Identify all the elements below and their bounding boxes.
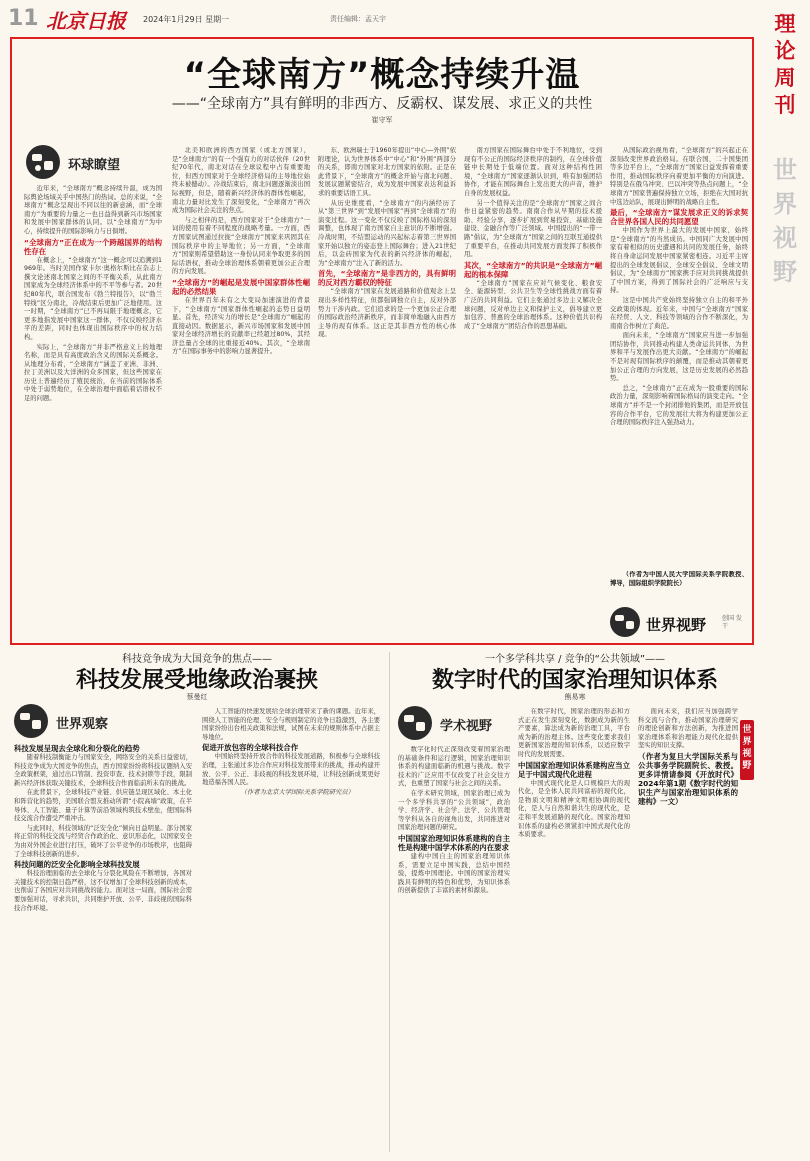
lead-intro: 近年来，“全球南方”概念持续升温，成为国际舆论场域关乎中国热门的热词。总的来说，“全球南方”概念呈现出不同以往的新意涵，而“全球南方”为重要的力量之一也日益得到新兴市场国家和发展中国家群体的认同。以“全球南方”为中心，持续提升的国际影响力与日俱增。 <box>24 185 162 235</box>
issue-date: 2024年1月29日 星期一 <box>143 15 230 24</box>
lead-subheading-2: “全球南方”的崛起是发展中国家群体性崛起的必然结果 <box>172 277 310 296</box>
lead-author: 崔守军 <box>371 116 393 124</box>
right-paragraph: 在数字时代，国家治理的形态和方式正在发生深刻变化，数据成为新的生产要素，算法成为新的治理工具，平台成为新的治理主体。这些变化要求我们更新国家治理的知识体系，以适应数字时代的发展需要。 <box>518 708 630 758</box>
bottom-badge <box>610 607 748 641</box>
lead-paragraph: 与之相伴的是，西方国家对于“全球南方”一词的使用有着不同程度的战略考量。一方面，西方国家试图通过拉拢“全球南方”国家来巩固其在国际秩序中的主导地位；另一方面，“全球南方”国家则希望借助这一身份认同来争取更多的国际话语权，推动全球治理体系朝着更加公正合理的方向发展。 <box>172 216 310 276</box>
left-lower-article <box>10 650 384 1155</box>
left-subheading-2: 科技问题的泛安全化影响全球科技发展 <box>14 860 140 870</box>
lead-paragraph: 东、欧洲瑞士于1960年提出“中心—外围”依附理论，认为世界体系中“中心”和“外围”两部分的关系，即南方国家对北方国家的依附。正是在此背景下，“全球南方”的概念开始与南北问题、发展议题紧密结合，成为发展中国家表达利益诉求的重要话语工具。 <box>318 147 456 197</box>
side-tab <box>740 720 754 780</box>
globe-icon <box>398 706 432 740</box>
globe-icon <box>610 607 640 637</box>
lead-column-3 <box>318 147 456 640</box>
left-author: 蔡曼红 <box>186 693 208 701</box>
right-lower-article <box>394 650 756 1155</box>
left-subheading-3: 促进开放包容的全球科技合作 <box>202 743 299 753</box>
lead-paragraph: 北美和欧洲的西方国家（或北方国家），是“全球南方”的有一个强有力的对话伙伴（20世纪70年代，南北对话在全球议程中占有重要地位，但西方国家对于全球经济格局的主导地位始终未被撼动）。冷战结束后，南北问题逐渐淡出国际视野，但是，随着新兴经济体的群体性崛起，南北力量对比发生了深刻变化，“全球南方”再次成为国际社会关注的焦点。 <box>172 147 310 215</box>
section-title: 理论周刊 <box>774 11 796 117</box>
right-subheading-1: 中国国家治理知识体系建构的自主性是构建中国学术体系的内在要求 <box>398 833 510 852</box>
lead-paragraph: 实际上，“全球南方”并非严格意义上的地理名称，而是具有高度政治含义的国际关系概念。从地理分布看，“全球南方”涵盖了亚洲、非洲、拉丁美洲以及大洋洲的众多国家，但这些国家在历史上普遍经历了殖民统治，在当前的国际体系中处于弱势地位，在全球治理中面临着话语权不足的问题。 <box>24 343 162 403</box>
globe-icon <box>26 145 60 179</box>
left-badge <box>14 704 134 740</box>
left-paragraph: 与此同时，科技领域的“泛安全化”倾向日益明显。部分国家将正常的科技交流与经贸合作政治化、意识形态化，以国家安全为由对外国企业进行打压，破坏了公平竞争的市场秩序，也阻碍了全球科技创新的进步。 <box>14 824 192 858</box>
lead-subheading-3: 首先，“全球南方”是非西方的，具有鲜明的反对西方霸权的特征 <box>318 269 456 288</box>
right-paragraph: 中国式现代化是人口规模巨大的现代化，是全体人民共同富裕的现代化，是物质文明和精神文明相协调的现代化，是人与自然和谐共生的现代化，是走和平发展道路的现代化。国家治理知识体系的建构必须紧扣中国式现代化的本质要求。 <box>518 779 630 839</box>
lead-paragraph: 在概念上，“全球南方”这一概念可以追溯到1969年。当时美国作家卡尔·奥格尔斯比在杂志上撰文论述南北国家之间的不平衡关系，从此南方国家成为全球经济体系中的不平等参与者。20世纪80年代，联合国发布《勃兰特报告》，以“勃兰特线”区分南北，冷战结束后更加广泛地使用。这一时期，“全球南方”已不再局限于地理概念，它更多地指发展中国家这一群体，不仅反映经济水平的差距，同时也体现出国际秩序中的权力结构。 <box>24 256 162 341</box>
lead-subtitle: ——“全球南方”具有鲜明的非西方、反霸权、谋发展、求正义的共性 <box>171 96 593 112</box>
lead-subheading-5: 最后，“全球南方”谋发展求正义的诉求契合世界各国人民的共同愿望 <box>610 208 748 227</box>
page-number: 11 <box>8 6 39 31</box>
right-column-2 <box>518 708 630 1152</box>
column-badge-label: 环球瞭望 <box>68 158 121 173</box>
right-paragraph: 面向未来，我们应当加强跨学科交流与合作，推动国家治理研究的理论创新和方法创新，为推进国家治理体系和治理能力现代化提供坚实的知识支撑。 <box>638 708 738 750</box>
right-author-note: （作者为复旦大学国际关系与公共事务学院副院长、教授。更多详情请参阅《开放时代》2024年第1期《数字时代的知识生产与国家治理知识体系的建构》一文） <box>638 751 738 806</box>
left-badge-label: 世界观察 <box>56 717 109 732</box>
left-paragraph: 人工智能的快速发展给全球治理带来了新的课题。近年来，围绕人工智能的伦理、安全与规则制定的竞争日趋激烈，各主要国家纷纷出台相关政策和法规，试图在未来的规则体系中占据主导地位。 <box>202 708 380 741</box>
column-badge <box>26 145 156 181</box>
left-paragraph: 科技治理面临的去全球化与分裂化风险在不断增加，各国对关键技术的控制日趋严格，这不仅增加了全球科技创新的成本，也削弱了各国应对共同挑战的能力。面对这一局面，国际社会需要加强对话，寻求共识，共同维护开放、公平、非歧视的国际科技合作环境。 <box>14 870 192 912</box>
left-title: 科技发展受地缘政治裹挟 <box>75 668 318 693</box>
left-column-1 <box>14 744 192 1152</box>
lead-column-4 <box>464 147 602 640</box>
lead-article <box>10 37 754 645</box>
lead-paragraph: 南方国家在国际舞台中处于不利地位，受到现有不公正的国际经济秩序的制约，在全球价值链中长期处于低端位置。面对这种结构性困境，“全球南方”国家逐渐认识到，唯有加强团结协作，才能在国际舞台上发出更大的声音，维护自身的发展权益。 <box>464 147 602 197</box>
lead-paragraph: 从国际政治视角看，“全球南方”的兴起正在深刻改变世界政治格局。在联合国、二十国集团等多边平台上，“全球南方”国家日益发挥着重要作用，推动国际秩序向着更加平衡的方向演进。特别是在俄乌冲突、巴以冲突等热点问题上，“全球南方”国家普遍保持独立立场，拒绝在大国对抗中选边站队，展现出鲜明的战略自主性。 <box>610 147 748 206</box>
right-column-1 <box>398 746 510 1152</box>
lead-paragraph: 面向未来，“全球南方”国家应当进一步加强团结协作，共同推动构建人类命运共同体，为世界和平与发展作出更大贡献。“全球南方”的崛起不是对现有国际秩序的颠覆，而是推动其朝着更加公正合理的方向发展，这是历史发展的必然趋势。 <box>610 332 748 383</box>
author-note-text: （作者为中国人民大学国际关系学院教授、博导，国际组织学院院长） <box>610 571 748 587</box>
lead-paragraph: 在世界百年未有之大变局加速演进的背景下，“全球南方”国家群体性崛起的态势日益明显。首先，经济实力的增长是“全球南方”崛起的直接动因。数据显示，新兴市场国家和发展中国家对全球经济增长的贡献率已经超过80%，其经济总量占全球的比重接近40%。其次，“全球南方”在国际事务中的影响力显著提升。 <box>172 296 310 356</box>
lead-author-note <box>610 571 748 597</box>
right-subheading-2: 中国国家治理知识体系建构应当立足于中国式现代化进程 <box>518 760 630 779</box>
left-paragraph: 在此背景下，全球科技产业链、供应链呈现区域化、本土化和阵营化的趋势，美国联合盟友推动所谓“小院高墙”政策，在半导体、人工智能、量子计算等前沿领域构筑技术壁垒，使国际科技交流合作遭受严重冲击。 <box>14 789 192 823</box>
lead-title: “全球南方”概念持续升温 <box>183 55 581 95</box>
left-kicker: 科技竞争成为大国竞争的焦点—— <box>122 654 272 665</box>
left-subheading-1: 科技发展呈现去全球化和分裂化的趋势 <box>14 744 140 753</box>
editor-credit: 责任编辑：孟天宇 <box>330 15 386 23</box>
left-author-note: （作者为北京大学国际关系学院研究员） <box>240 788 354 796</box>
lead-paragraph: 中国作为世界上最大的发展中国家，始终是“全球南方”的当然成员。中国同广大发展中国家有着相似的历史遭遇和共同的发展任务，始终将自身命运同发展中国家紧密相连。习近平主席提出的全球发展倡议、全球安全倡议、全球文明倡议，为“全球南方”国家携手应对共同挑战提供了中国方案，得到了国际社会的广泛响应与支持。 <box>610 227 748 295</box>
right-badge-label: 学术视野 <box>440 719 493 734</box>
subsection-title: 世界视野 <box>773 156 797 286</box>
right-column-3 <box>638 708 738 1152</box>
lead-paragraph: “全球南方”国家在应对气候变化、粮食安全、能源转型、公共卫生等全球性挑战方面有着广泛的共同利益。它们主张通过多边主义解决全球问题，反对单边主义和保护主义，倡导建立更加包容、普惠的全球治理体系。这种价值共识构成了“全球南方”团结合作的思想基础。 <box>464 279 602 330</box>
lead-paragraph: “全球南方”国家在发展道路和价值观念上呈现出多样性特征，但都强调独立自主，反对外部势力干涉内政。它们追求的是一个更加公正合理的国际政治经济新秩序，而非简单地融入由西方主导的现有体系。这正是其非西方性的核心体现。 <box>318 288 456 339</box>
lead-paragraph: 另一个值得关注的是“全球南方”国家之间合作日益紧密的趋势。南南合作从早期的技术援助、经验分享，逐步扩展到贸易投资、基础设施建设、金融合作等广泛领域。中国提出的“一带一路”倡议，为“全球南方”国家之间的互联互通提供了重要平台，在推动共同发展方面发挥了积极作用。 <box>464 199 602 259</box>
page-header <box>0 0 810 34</box>
lead-paragraph: 从历史维度看，“全球南方”的内涵经历了从“第三世界”到“发展中国家”再到“全球南方”的演变过程。这一变化不仅反映了国际格局的深刻调整，也体现了南方国家自主意识的不断增强。冷战时期，不结盟运动的兴起标志着第三世界国家开始以独立的姿态登上国际舞台；进入21世纪后，以金砖国家为代表的新兴经济体的崛起，为“全球南方”注入了新的活力。 <box>318 199 456 267</box>
right-author: 熊易寒 <box>564 693 586 701</box>
lead-column-1 <box>24 185 162 640</box>
right-paragraph: 在学术研究领域，国家治理已成为一个多学科共享的“公共领域”，政治学、经济学、社会学、法学、公共管理等学科从各自的视角出发，共同推进对国家治理问题的研究。 <box>398 789 510 832</box>
left-column-2 <box>202 708 380 1152</box>
left-paragraph: 中国始终坚持开放合作的科技发展道路，积极参与全球科技治理，主张通过多边合作应对科技发展带来的挑战，推动构建开放、公平、公正、非歧视的科技发展环境，让科技创新成果更好地造福各国人民。 <box>202 753 380 787</box>
globe-icon <box>14 704 48 738</box>
masthead: 北京日报 <box>46 9 126 33</box>
right-paragraph: 数字化时代正深刻改变着国家治理的基础条件和运行逻辑，国家治理知识体系的构建面临新的机遇与挑战。数字技术的广泛应用不仅改变了社会交往方式，也重塑了国家与社会之间的关系。 <box>398 746 510 788</box>
lead-paragraph: 总之，“全球南方”正在成为一股重要的国际政治力量，深刻影响着国际格局的演变走向。“全球南方”并不是一个封闭排他的集团，而是开放包容的合作平台，它的发展壮大将为构建更加公正合理的国际秩序注入强劲动力。 <box>610 384 748 427</box>
lead-subheading-1: “全球南方”正在成为一个跨越国界的结构性存在 <box>24 237 162 256</box>
left-paragraph: 随着科技制衡能力与国家安全，网络安全的关系日益密切，科技竞争成为大国竞争的焦点，西方国家纷纷将科技议题纳入安全政策框架，通过出口管制、投资审查、技术封锁等手段，限制新兴经济体获取关键技术，全球科技合作面临前所未有的挑战。 <box>14 754 192 787</box>
bottom-badge-label: 世界视野 <box>646 616 707 634</box>
lead-subheading-4: 其次，“全球南方”的共识是“全球南方”崛起的根本保障 <box>464 260 602 279</box>
lead-column-5 <box>610 147 748 567</box>
right-title: 数字时代的国家治理知识体系 <box>431 668 718 693</box>
right-paragraph: 建构中国自主的国家治理知识体系，需要立足中国实践，总结中国经验，提炼中国理论。中国的国家治理实践具有鲜明的特色和优势，为知识体系的创新提供了丰富的素材和源泉。 <box>398 852 510 895</box>
side-tab-label: 世界视野 <box>742 725 752 771</box>
lead-column-2 <box>172 147 310 640</box>
right-badge <box>398 706 518 742</box>
lead-paragraph: 这是中国共产党始终坚持独立自主的和平外交政策的体现。近年来，中国与“全球南方”国家在经贸、人文、科技等领域的合作不断深化，为南南合作树立了典范。 <box>610 296 748 330</box>
section-sidebar <box>760 0 810 1161</box>
column-divider <box>389 652 390 1152</box>
right-kicker: 一个多学科共享 / 竞争的“公共领域”—— <box>484 654 666 665</box>
bottom-badge-small: 创国 发干 <box>722 615 742 630</box>
